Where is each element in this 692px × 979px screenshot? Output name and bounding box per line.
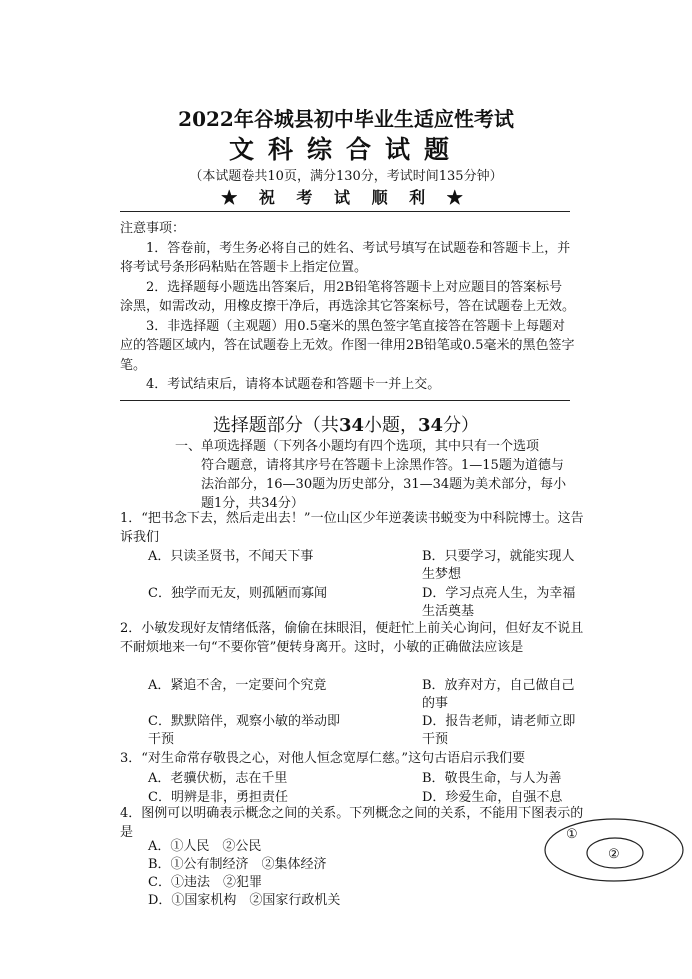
notice-item: 3．非选择题（主观题）用0.5毫米的黑色签字笔直接答在答题卡上每题对应的答题区域内，答在试题卷上无效。作图一律用2B铅笔或0.5毫米的黑色签字笔。 xyxy=(120,318,575,373)
question-1-option-c: C．独学而无友，则孤陋而寡闻 xyxy=(148,586,327,601)
exam-subtitle: 文科综合试题 xyxy=(228,135,463,164)
section-title: 选择题部分（共34小题，34分） xyxy=(212,415,480,436)
outer-label: ① xyxy=(566,827,578,842)
notice-item: 1．答卷前，考生务必将自己的姓名、考试号填写在试题卷和答题卡上，并将考试号条形码粘贴在答题卡上指定位置。 xyxy=(120,240,571,275)
question-4-option-d: D．①国家机构 ②国家行政机关 xyxy=(148,893,341,908)
notice-heading: 注意事项： xyxy=(120,221,186,236)
question-3-option-a: A．老骥伏枥，志在千里 xyxy=(148,771,288,786)
question-3-option-c: C．明辨是非，勇担责任 xyxy=(148,790,288,805)
question-2-option-d: D．报告老师，请老师立即干预 xyxy=(422,714,576,747)
notice-item: 2．选择题每小题选出答案后，用2B铅笔将答题卡上对应题目的答案标号涂黑，如需改动，用橡皮擦干净后，再选涂其它答案标号，答在试题卷上无效。 xyxy=(120,279,576,314)
question-4-option-b: B．①公有制经济 ②集体经济 xyxy=(148,857,327,872)
instruction-rest: 符合题意，请将其序号在答题卡上涂黑作答。1—15题为道德与法治部分，16—30题为历史部分，31—34题为美术部分，每小题1分，共34分） xyxy=(201,458,567,511)
instruction-lead: 一、单项选择题（下列各小题均有四个选项，其中只有一个选项 xyxy=(175,439,540,454)
notice-item: 4．考试结束后，请将本试题卷和答题卡一并上交。 xyxy=(146,377,441,392)
question-3-stem: 3．“对生命常存敬畏之心，对他人恒念宽厚仁慈。”这句古语启示我们要 xyxy=(120,751,526,766)
question-4-option-a: A．①人民 ②公民 xyxy=(148,839,262,854)
question-2-option-a: A．紧追不舍，一定要问个究竟 xyxy=(148,678,327,693)
question-4-stem: 4．图例可以明确表示概念之间的关系。下列概念之间的关系，不能用下图表示的是 xyxy=(120,806,584,840)
question-1-option-a: A．只读圣贤书，不闻天下事 xyxy=(148,549,314,564)
exam-wish: ★ 祝 考 试 顺 利 ★ xyxy=(221,188,471,207)
question-4-option-c: C．①违法 ②犯罪 xyxy=(148,875,262,890)
question-4-diagram xyxy=(543,817,685,883)
question-3-option-b: B．敬畏生命，与人为善 xyxy=(422,771,562,786)
divider-top xyxy=(120,211,570,212)
question-2-option-b: B．放弃对方，自己做自己的事 xyxy=(422,678,575,711)
question-1-option-d: D．学习点亮人生，为幸福生活奠基 xyxy=(422,586,576,619)
notice-block xyxy=(120,219,575,395)
question-1-option-b: B．只要学习，就能实现人生梦想 xyxy=(422,549,575,582)
exam-title: 2022年谷城县初中毕业生适应性考试 xyxy=(178,107,514,131)
question-3-option-d: D．珍爱生命，自强不息 xyxy=(422,790,563,805)
inner-label: ② xyxy=(608,847,620,862)
exam-info: （本试题卷共10页，满分130分，考试时间135分钟） xyxy=(189,169,503,184)
divider-bottom xyxy=(120,400,570,401)
section-instruction xyxy=(175,437,575,513)
question-2-stem: 2．小敏发现好友情绪低落，偷偷在抹眼泪，便赶忙上前关心询问，但好友不说且不耐烦地来一句“不要你管”便转身离开。这时，小敏的正确做法应该是 xyxy=(120,621,584,655)
question-2-option-c: C．默默陪伴，观察小敏的举动即干预 xyxy=(148,714,340,747)
question-1-stem: 1．“把书念下去，然后走出去！”一位山区少年逆袭读书蜕变为中科院博士。这告诉我们 xyxy=(120,511,584,545)
